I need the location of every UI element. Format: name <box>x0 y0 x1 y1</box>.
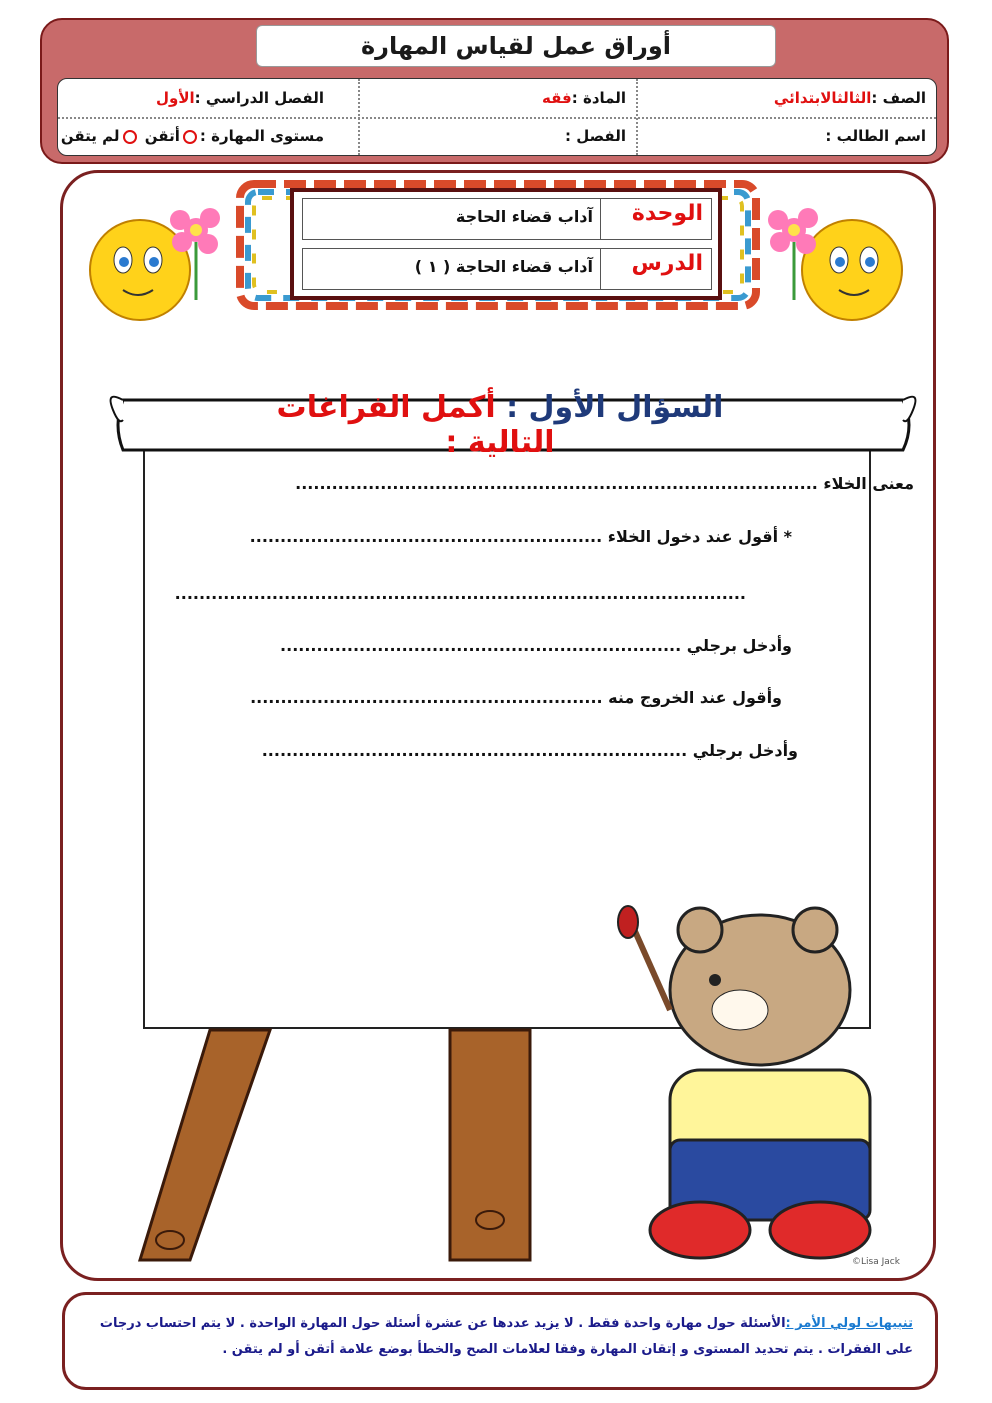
term-value: الأول <box>156 89 195 107</box>
easel-legs-icon <box>130 1020 580 1270</box>
question-title <box>240 390 760 460</box>
parent-notes-text <box>93 1311 913 1363</box>
page-title: أوراق عمل لقياس المهارة <box>256 25 776 67</box>
smiley-flower-left-icon <box>78 190 228 340</box>
level-field <box>61 127 324 145</box>
col-divider <box>636 79 638 155</box>
lesson-value: آداب قضاء الحاجة ( ١ ) <box>414 257 593 276</box>
blank-line-5[interactable]: وأقول عند الخروج منه .......................................................... <box>250 688 782 707</box>
unit-row <box>302 198 712 240</box>
lesson-box <box>290 188 722 300</box>
blank-line-2[interactable]: * أقول عند دخول الخلاء .......................................................... <box>249 527 792 546</box>
lesson-key: الدرس <box>631 251 703 276</box>
term-field <box>156 89 324 107</box>
blank-line-3[interactable]: .............................................................................................. <box>174 584 746 603</box>
bear-painter-icon <box>600 900 920 1270</box>
subject-value: فقه <box>542 89 572 107</box>
student-label: اسم الطالب : <box>825 127 926 145</box>
parent-notes-label: تنبيهات لولي الأمر : <box>785 1316 913 1331</box>
not-mastered-radio[interactable] <box>123 130 137 144</box>
grade-field <box>774 89 926 107</box>
blank-line-1[interactable]: معنى الخلاء ...................................................................................... <box>295 474 914 493</box>
blank-line-6[interactable]: وأدخل برجلي ...................................................................... <box>261 741 798 760</box>
not-mastered-label: لم يتقن <box>60 127 120 145</box>
parent-notes-body: الأسئلة حول مهارة واحدة فقط . لا يزيد عددها عن عشرة أسئلة حول المهارة الواحدة . لا يتم احتساب درجات على الفقرات . يتم تحديد المستوى و إتقان المهارة وفقا لعلامات الصح والخطأ بوضع علامة أتقن أو لم يتقن . <box>99 1316 913 1357</box>
blank-line-4[interactable]: وأدخل برجلي .................................................................. <box>280 636 792 655</box>
row-separator <box>600 199 601 239</box>
class-field[interactable] <box>565 127 626 145</box>
unit-key: الوحدة <box>631 201 703 226</box>
question-instruction: أكمل الفراغات التالية : <box>276 390 555 460</box>
grade-value: الثالثالابتدائي <box>773 89 872 107</box>
question-number: السؤال الأول : <box>506 390 724 425</box>
col-divider <box>358 79 360 155</box>
unit-value: آداب قضاء الحاجة <box>455 207 593 226</box>
mastered-label: أتقن <box>144 127 180 145</box>
parent-notes-box <box>62 1292 938 1390</box>
subject-label: المادة : <box>571 89 626 107</box>
subject-field <box>542 89 626 107</box>
row-separator <box>600 249 601 289</box>
class-label: الفصل : <box>565 127 626 145</box>
mastered-radio[interactable] <box>183 130 197 144</box>
student-field[interactable] <box>825 127 926 145</box>
artist-credit: ©Lisa Jack <box>852 1257 900 1267</box>
term-label: الفصل الدراسي : <box>194 89 324 107</box>
lesson-row <box>302 248 712 290</box>
smiley-flower-right-icon <box>764 190 914 340</box>
info-table <box>57 78 937 156</box>
row-divider <box>58 117 936 119</box>
grade-label: الصف : <box>871 89 926 107</box>
level-label: مستوى المهارة : <box>199 127 324 145</box>
